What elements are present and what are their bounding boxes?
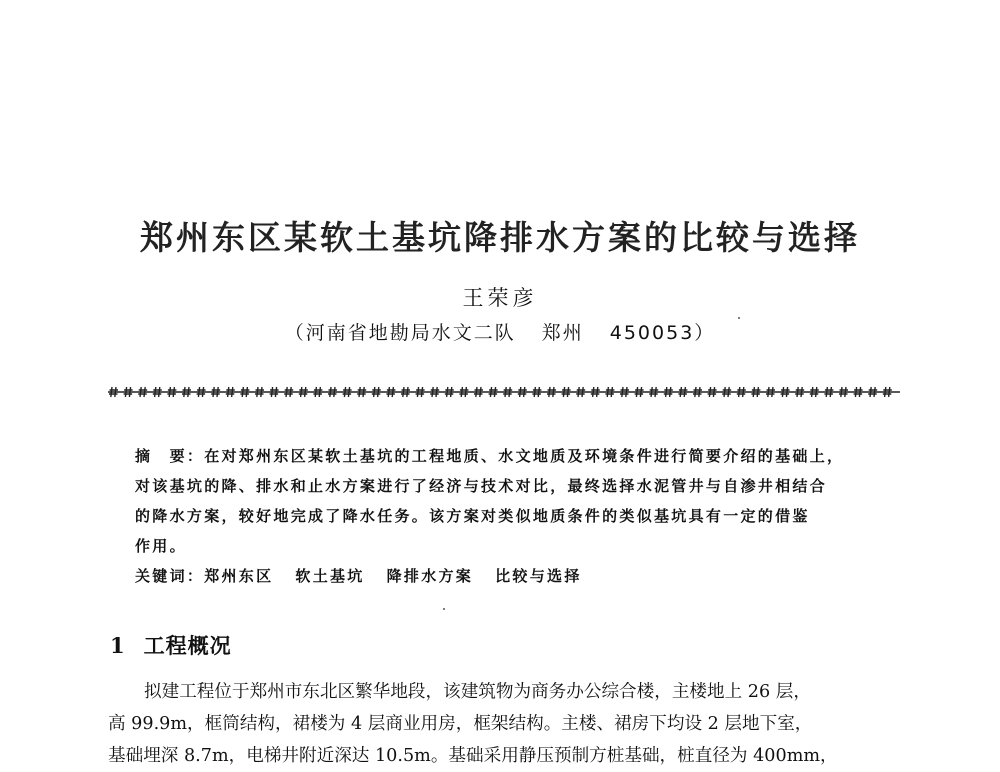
section-heading bbox=[110, 630, 232, 660]
body-line: 高 99.9m，框筒结构，裙楼为 4 层商业用房，框架结构。主楼、裙房下均设 2 层地下室， bbox=[108, 714, 813, 734]
abstract-line-3: 的降水方案，较好地完成了降水任务。该方案对类似地质条件的类似基坑具有一定的借鉴 bbox=[135, 507, 810, 525]
paper-title: 郑州东区某软土基坑降排水方案的比较与选择 bbox=[140, 218, 860, 257]
keywords-label: 关键词： bbox=[135, 567, 205, 585]
affiliation-open-paren: （ bbox=[284, 322, 306, 344]
affiliation-postcode: 450053 bbox=[609, 322, 695, 344]
abstract-line-4: 作用。 bbox=[135, 537, 187, 555]
body-paragraph bbox=[108, 676, 908, 772]
section-number: 1 bbox=[110, 633, 126, 658]
keyword: 降排水方案 bbox=[386, 567, 474, 585]
section-title: 工程概况 bbox=[143, 633, 232, 658]
body-line: 拟建工程位于郑州市东北区繁华地段，该建筑物为商务办公综合楼，主楼地上 26 层， bbox=[144, 682, 811, 702]
affiliation-org: 河南省地勘局水文二队 bbox=[305, 322, 516, 344]
ornamental-divider bbox=[108, 385, 900, 399]
author-name: 王荣彦 bbox=[462, 286, 538, 310]
abstract-line-1 bbox=[135, 441, 875, 471]
author-affiliation bbox=[0, 318, 1000, 345]
keywords-line bbox=[135, 561, 875, 591]
body-line: 基础埋深 8.7m，电梯井附近深达 10.5m。基础采用静压预制方桩基础，桩直径为 400mm， bbox=[108, 746, 838, 766]
abstract-block bbox=[135, 441, 875, 591]
affiliation-close-paren: ） bbox=[694, 322, 716, 344]
abstract-text: 在对郑州东区某软土基坑的工程地质、水文地质及环境条件进行简要介绍的基础上， bbox=[204, 447, 845, 465]
abstract-label: 摘 要： bbox=[135, 447, 205, 465]
keyword: 郑州东区 bbox=[204, 567, 274, 585]
abstract-line-2: 对该基坑的降、排水和止水方案进行了经济与技术对比，最终选择水泥管井与自渗井相结合 bbox=[135, 477, 828, 495]
scan-speck bbox=[738, 317, 740, 319]
affiliation-city: 郑州 bbox=[541, 322, 584, 344]
keyword: 比较与选择 bbox=[495, 567, 582, 585]
scan-speck bbox=[443, 608, 445, 610]
keyword: 软土基坑 bbox=[295, 567, 365, 585]
